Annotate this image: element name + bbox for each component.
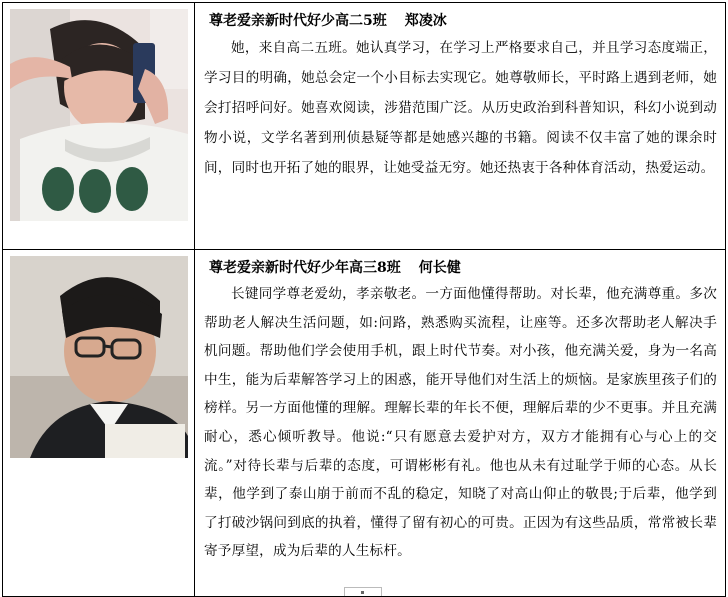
selfie-illustration <box>10 9 188 221</box>
profile-row <box>3 3 726 250</box>
profile-row <box>3 250 726 597</box>
entry-paragraph: 长键同学尊老爱幼，孝亲敬老。一方面他懂得帮助。对长辈，他充满尊重。多次帮助老人解决生活问题，如:问路，熟悉购买流程，让座等。还多次帮助老人解决手机问题。帮助他们学会使用手机，跟上时代节奏。对小孩，他充满关爱，身为一名高中生，能为后辈解答学习上的困惑，能开导他们对生活上的烦恼。是家族里孩子们的榜样。另一方面他懂的理解。理解长辈的年长不便，理解后辈的少不更事。并且充满耐心，悉心倾听教导。他说:“只有愿意去爱护对方，双方才能拥有心与心上的交流。”对待长辈与后辈的态度，可谓彬彬有礼。他也从未有过耻学于师的心态。从长辈，他学到了泰山崩于前而不乱的稳定，知晓了对高山仰止的敬畏;于后辈，他学到了打破沙锅问到底的执着，懂得了留有初心的可贵。正因为有这些品质，常常被长辈寄予厚望，成为后辈的人生标杆。 <box>204 286 717 560</box>
photo-cell <box>3 250 195 597</box>
entry-paragraph: 她，来自高二五班。她认真学习，在学习上严格要求自己，并且学习态度端正，学习目的明确，她总会定一个小目标去实现它。她尊敬师长，平时路上遇到老师，她会打招呼问好。她喜欢阅读，涉猎范围广泛。从历史政治到科普知识，科幻小说到动物小说，文学名著到刑侦悬疑等都是她感兴趣的书籍。阅读不仅丰富了她的课余时间，同时也开拓了她的眼界，让她受益无穷。她还热衷于各种体育活动，热爱运动。 <box>204 40 717 176</box>
entry-name: 郑凌冰 <box>404 13 447 29</box>
student-selfie-photo <box>10 9 188 221</box>
entry-title-line <box>209 9 717 33</box>
entry-title: 尊老爱亲新时代好少高二5班 <box>209 13 387 29</box>
entry-title: 尊老爱亲新时代好少年高三8班 <box>209 260 401 276</box>
entry-name: 何长健 <box>418 260 461 276</box>
student-reading-photo <box>10 256 188 458</box>
photo-cell <box>3 3 195 250</box>
reading-illustration <box>10 256 188 458</box>
entry-title-line <box>209 256 717 280</box>
text-cell <box>195 3 726 250</box>
profiles-table <box>2 2 726 597</box>
text-cell <box>195 250 726 597</box>
